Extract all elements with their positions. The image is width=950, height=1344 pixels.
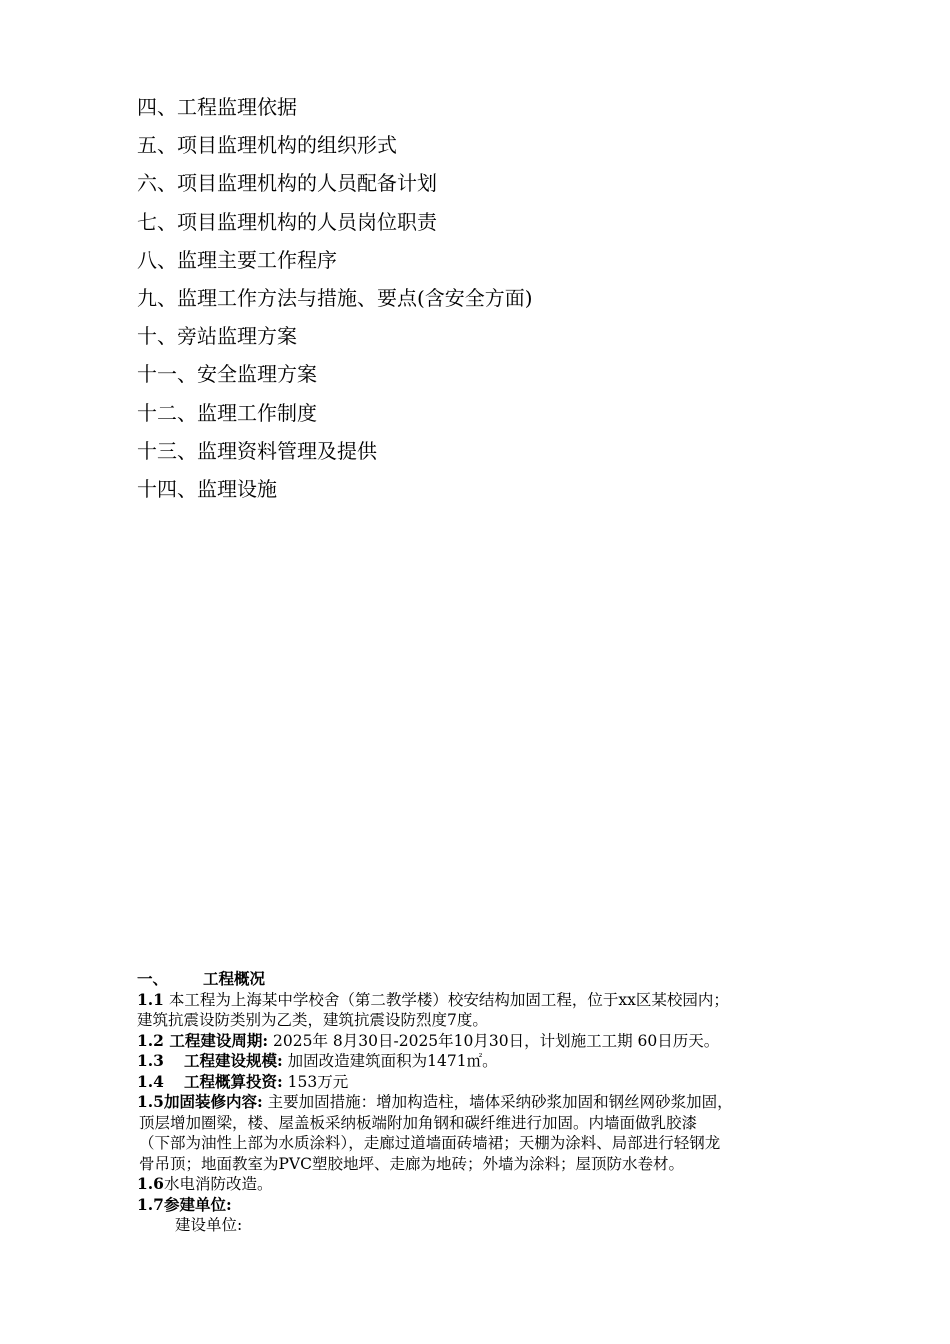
item-label: 参建单位: [163,1194,232,1214]
toc-item-11: 十一、安全监理方案 [137,362,317,387]
item-number: 1.5 [137,1092,164,1111]
table-of-contents [137,88,533,508]
item-number: 1.2 [137,1030,164,1050]
item-text: 水电消防改造。 [163,1175,273,1193]
item-1-1 [137,990,877,1011]
item-value: 2025年 8月30日-2025年10月30日，计划施工工期 60日历天。 [268,1031,720,1050]
item-1-5 [137,1092,877,1113]
section-project-overview [137,969,877,1236]
toc-item-7: 七、项目监理机构的人员岗位职责 [137,209,437,234]
toc-item-10: 十、旁站监理方案 [137,324,297,349]
item-1-7-sub: 建设单位: [175,1216,243,1234]
toc-item-13: 十三、监理资料管理及提供 [137,438,377,463]
toc-item-4: 四、工程监理依据 [137,95,297,119]
item-number: 1.3 [137,1051,164,1070]
item-1-3 [137,1051,877,1072]
item-label: 加固装修内容: [163,1092,263,1111]
item-value: 153万元 [282,1072,349,1091]
item-text: 本工程为上海某中学校舍（第二教学楼）校安结构加固工程，位于xx区某校园内； [163,990,729,1009]
section-heading [137,969,877,990]
item-1-1-cont: 建筑抗震设防类别为乙类，建筑抗震设防烈度7度。 [137,1011,488,1029]
toc-item-9: 九、监理工作方法与措施、要点(含安全方面) [137,285,533,310]
item-label: 工程建设规模: [183,1051,283,1070]
item-number: 1.4 [137,1071,164,1091]
item-value: 加固改造建筑面积为1471㎡。 [282,1052,498,1070]
item-label: 工程概算投资: [183,1071,283,1091]
item-1-7 [137,1195,877,1216]
toc-item-14: 十四、监理设施 [137,476,277,501]
item-text: 主要加固措施：增加构造柱，墙体采纳砂浆加固和钢丝网砂浆加固， [262,1093,733,1111]
item-number: 1.7 [137,1194,164,1214]
section-title: 工程概况 [203,969,266,988]
item-number: 1.1 [137,989,164,1009]
toc-item-12: 十二、监理工作制度 [137,400,317,425]
toc-item-5: 五、项目监理机构的组织形式 [137,133,397,158]
item-label: 工程建设周期: [163,1030,269,1050]
item-number: 1.6 [137,1174,164,1193]
item-1-4 [137,1072,877,1093]
item-1-5-cont-3: 骨吊顶；地面教室为PVC塑胶地坪、走廊为地砖；外墙为涂料；屋顶防水卷材。 [139,1154,684,1173]
item-1-2 [137,1031,877,1052]
toc-item-6: 六、项目监理机构的人员配备计划 [137,171,437,196]
item-1-5-cont-1: 顶层增加圈梁，楼、屋盖板采纳板端附加角钢和碳纤维进行加固。内墙面做乳胶漆 [139,1113,698,1132]
item-1-6 [137,1174,877,1195]
toc-item-8: 八、监理主要工作程序 [137,247,337,272]
section-number: 一、 [137,969,169,988]
item-1-5-cont-2: （下部为油性上部为水质涂料），走廊过道墙面砖墙裙；天棚为涂料、局部进行轻钢龙 [139,1134,721,1152]
